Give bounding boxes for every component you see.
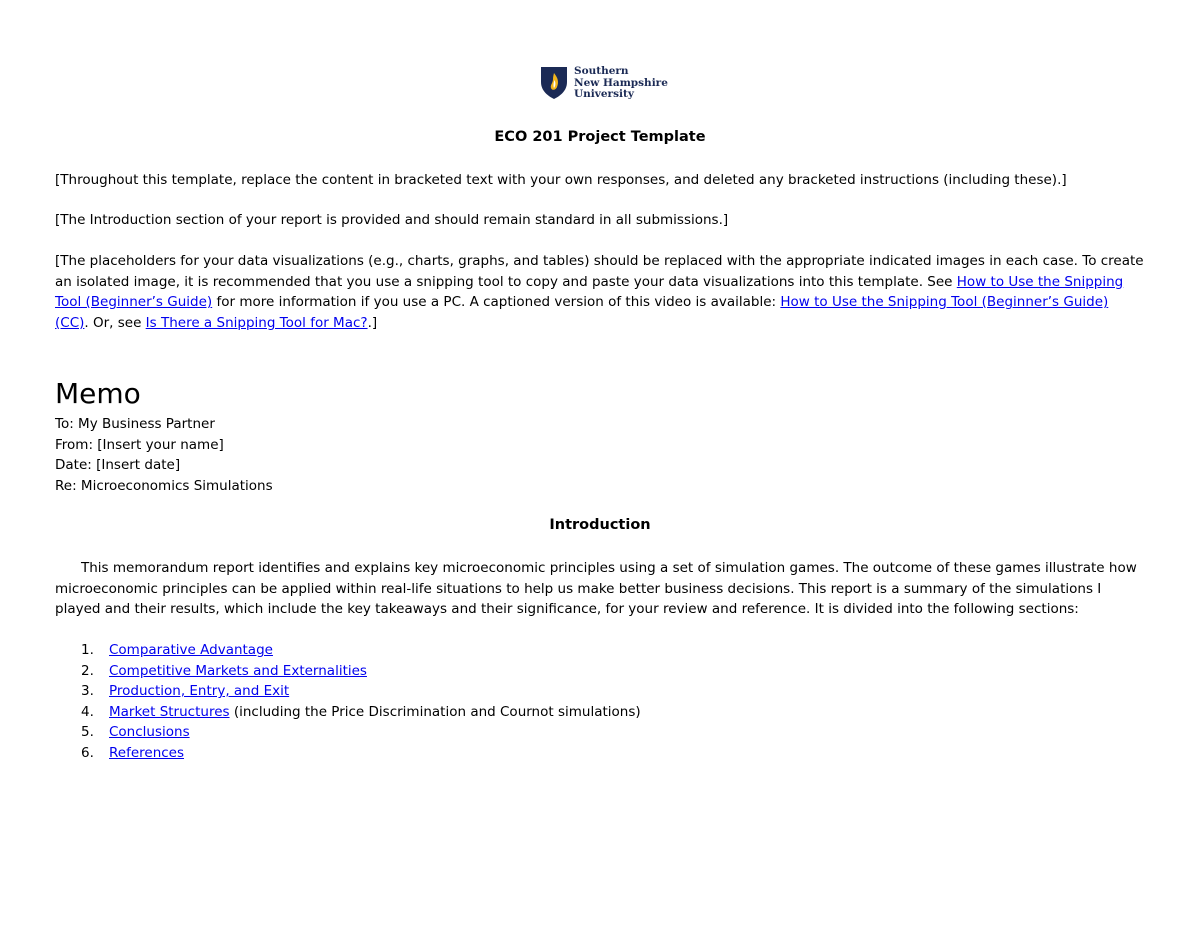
list-item xyxy=(55,743,641,764)
instruction-text-2: for more information if you use a PC. A captioned version of this video is available: xyxy=(212,294,781,310)
memo-date: Date: [Insert date] xyxy=(55,457,181,473)
list-item xyxy=(55,702,641,723)
instruction-paragraph-3 xyxy=(55,251,1145,333)
memo-from: From: [Insert your name] xyxy=(55,436,224,453)
memo-header-block xyxy=(55,414,273,496)
list-item xyxy=(55,681,641,702)
logo-wordmark xyxy=(574,66,668,101)
list-item-number: 5. xyxy=(81,724,94,740)
introduction-body: This memorandum report identifies and explains key microeconomic principles using a set of simulation games. The outcome of these games illustrate how microeconomic principles can be applied within real-life situations to help us make better business decisions. This report is a summary of the simulations I played and their results, which include the key takeaways and their significance, for your review and reference. It is divided into the following sections: xyxy=(55,560,1137,617)
instruction-paragraph-1: [Throughout this template, replace the content in bracketed text with your own responses, and deleted any bracketed instructions (including these).] xyxy=(55,172,1067,188)
list-item-number: 6. xyxy=(81,744,94,761)
logo-line-1: Southern xyxy=(574,65,629,77)
section-link-comparative-advantage[interactable]: Comparative Advantage xyxy=(109,642,273,658)
memo-heading: Memo xyxy=(55,377,141,410)
introduction-heading: Introduction xyxy=(549,517,651,533)
memo-re: Re: Microeconomics Simulations xyxy=(55,477,273,494)
section-link-production-entry-exit[interactable]: Production, Entry, and Exit xyxy=(109,683,290,699)
snipping-tool-guide-link[interactable]: How to Use the Snipping Tool (Beginner’s Guide) xyxy=(55,273,1124,310)
list-item-note: (including the Price Discrimination and Cournot simulations) xyxy=(229,703,641,720)
snhu-logo xyxy=(540,66,670,102)
snhu-shield-icon xyxy=(540,66,568,100)
memo-to: To: My Business Partner xyxy=(55,416,215,432)
snipping-tool-mac-link[interactable]: Is There a Snipping Tool for Mac? xyxy=(145,314,368,331)
list-item-number: 1. xyxy=(81,642,94,658)
section-link-competitive-markets[interactable]: Competitive Markets and Externalities xyxy=(109,662,367,679)
instruction-paragraph-2: [The Introduction section of your report is provided and should remain standard in all submissions.] xyxy=(55,212,729,228)
list-item-number: 4. xyxy=(81,703,94,720)
snipping-tool-guide-cc-link[interactable]: How to Use the Snipping Tool (Beginner’s Guide) (CC) xyxy=(55,294,1109,331)
instruction-text-3: . Or, see xyxy=(84,314,146,331)
section-link-conclusions[interactable]: Conclusions xyxy=(109,724,190,740)
section-link-references[interactable]: References xyxy=(109,744,185,761)
instruction-text-1: [The placeholders for your data visualizations (e.g., charts, graphs, and tables) should be replaced with the appropriate indicated images in each case. To create an isolated image, it is recommended that you use a snipping tool to copy and paste your data visualizations into this template. See xyxy=(55,253,1144,290)
logo-line-3: University xyxy=(574,88,634,100)
section-link-market-structures[interactable]: Market Structures xyxy=(109,703,230,720)
list-item-number: 2. xyxy=(81,662,94,679)
list-item xyxy=(55,722,641,743)
list-item-number: 3. xyxy=(81,683,94,699)
logo-line-2: New Hampshire xyxy=(574,76,668,89)
document-title: ECO 201 Project Template xyxy=(494,129,706,145)
list-item xyxy=(55,661,641,682)
instruction-text-4: .] xyxy=(367,314,378,331)
list-item xyxy=(55,640,641,661)
sections-list xyxy=(55,640,641,763)
